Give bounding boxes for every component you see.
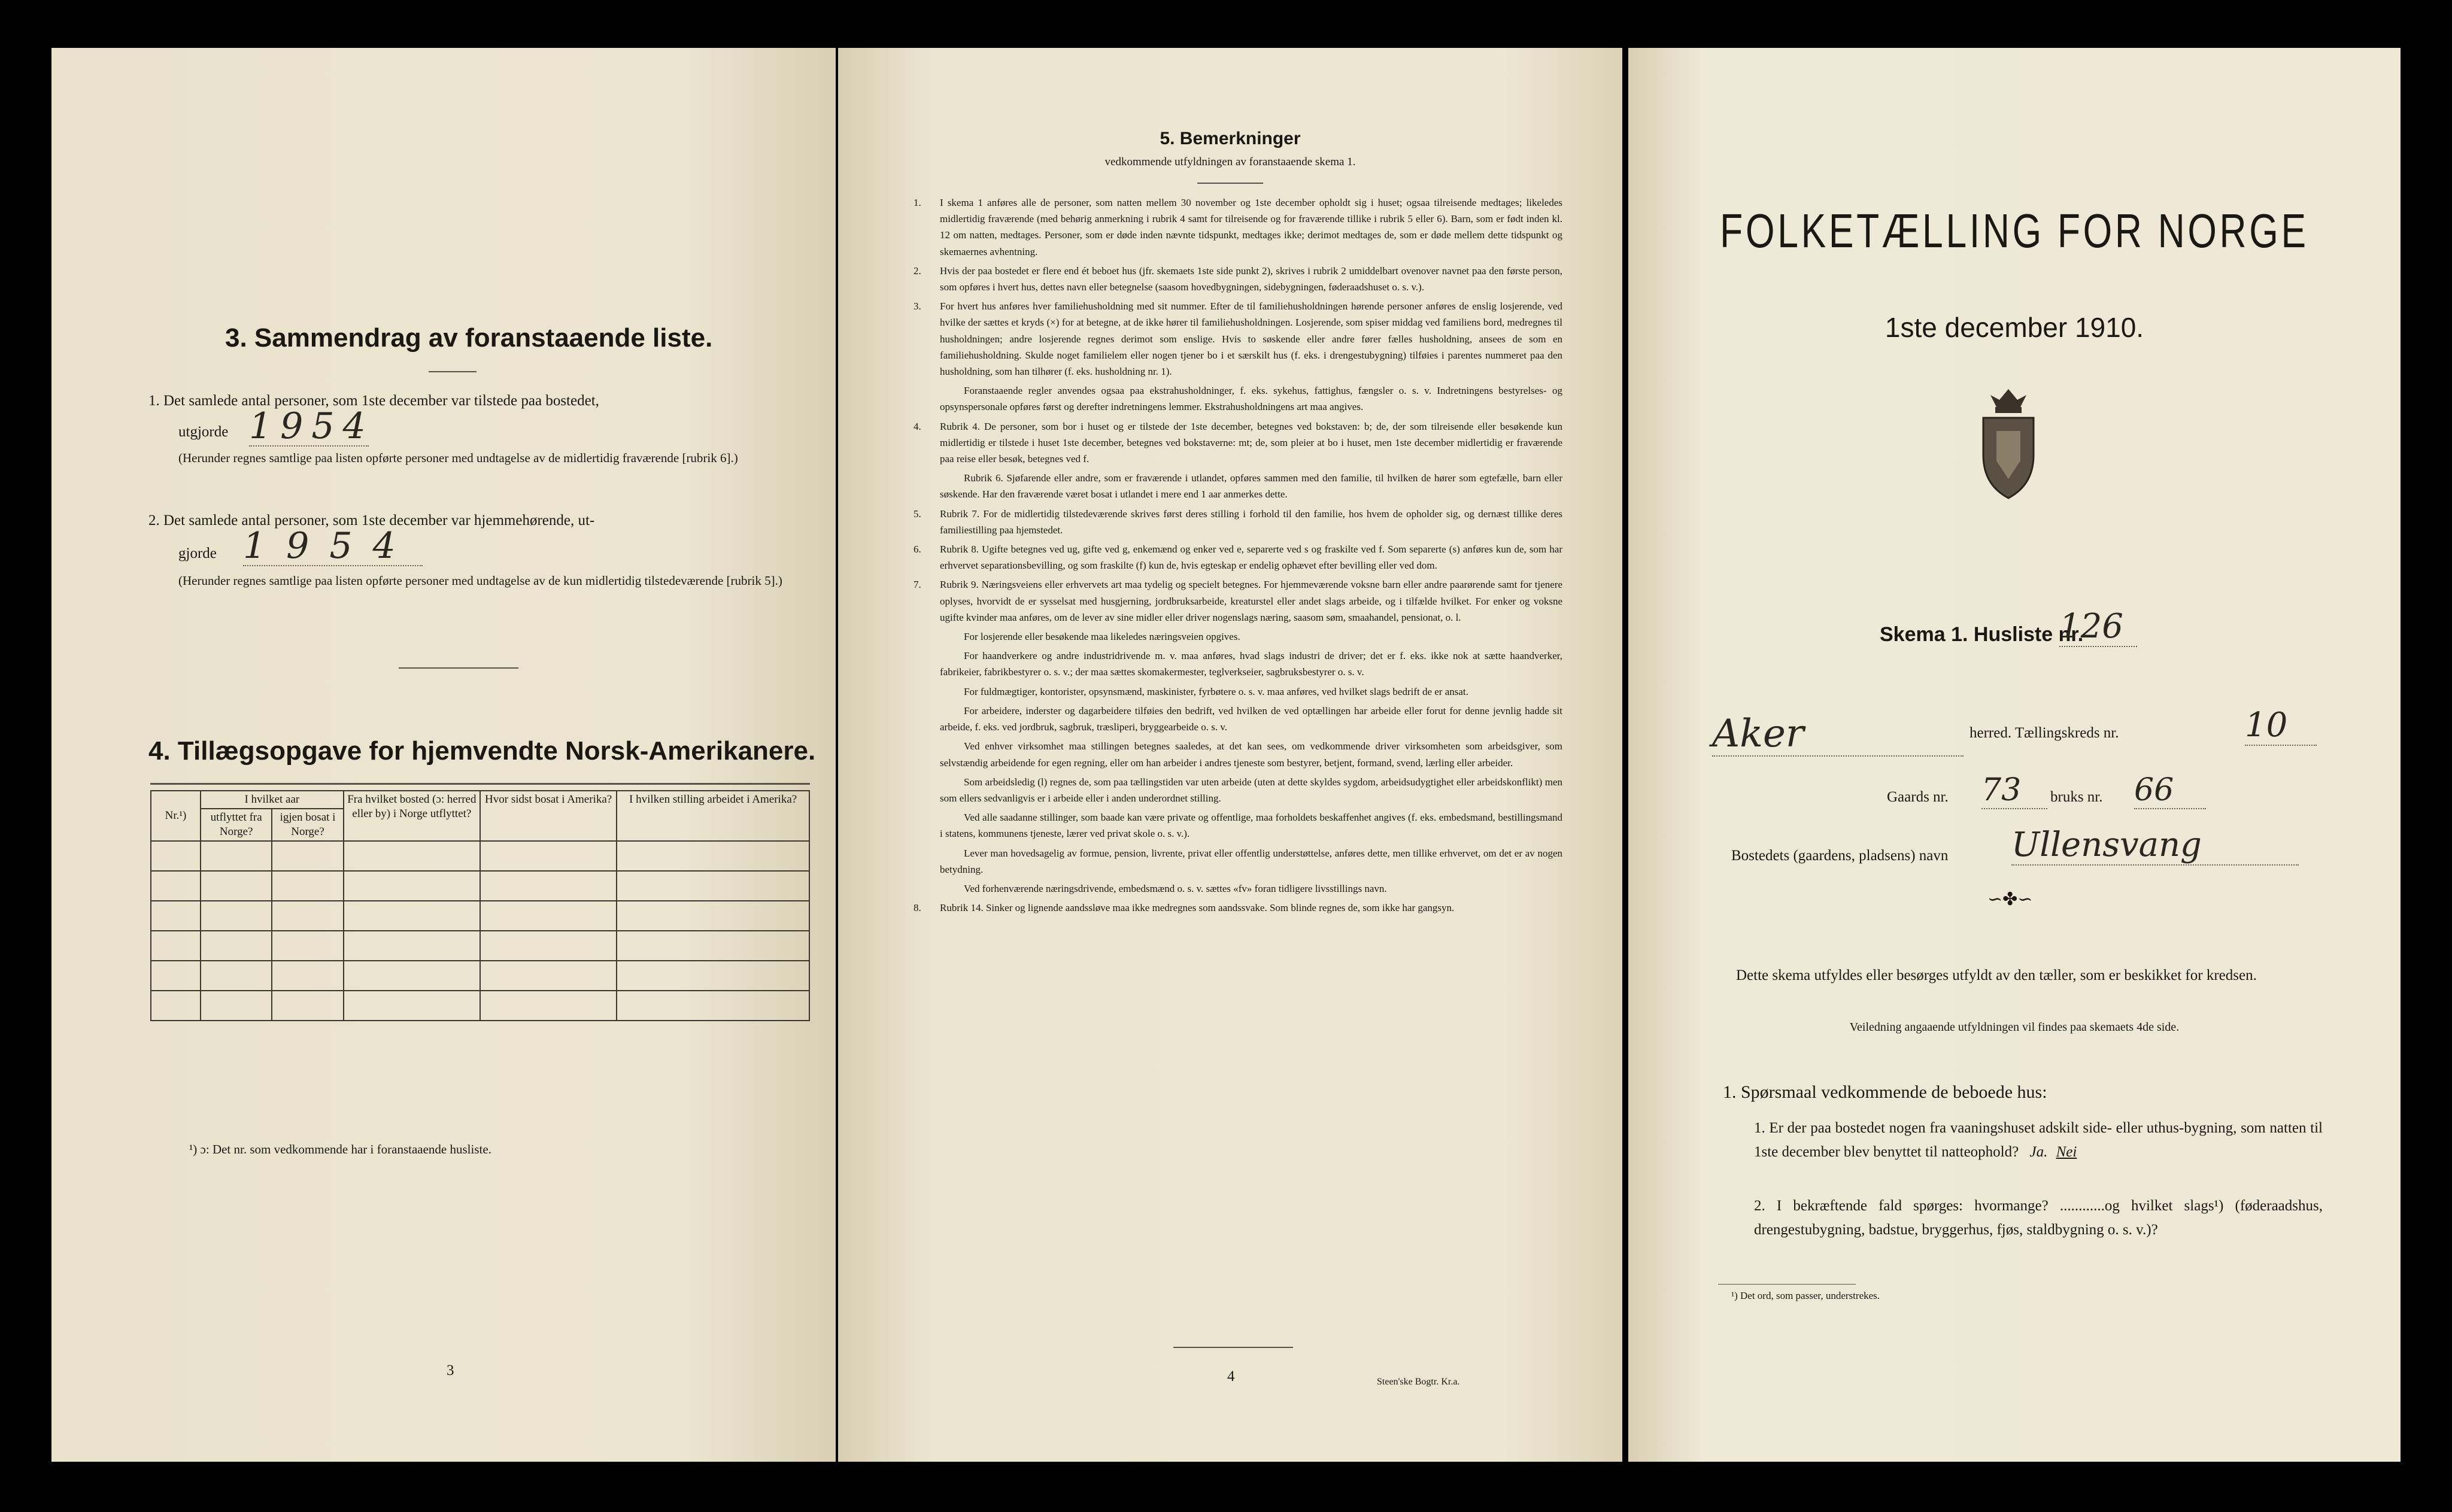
- summary-item-1-value: 1954: [249, 405, 374, 447]
- col-bosted-norge: Fra hvilket bosted (ɔ: herred eller by) i Norge utflyttet?: [344, 791, 480, 841]
- divider: [1173, 1347, 1293, 1348]
- question-2: 2. I bekræftende fald spørges: hvormange? ............og hvilket slags¹) (føderaadshus, drengestubygning, badstue, bryggerhus, fjøs, staldbygning o. s. v.)?: [1754, 1198, 2323, 1238]
- remarks-subtitle: vedkommende utfyldningen av foranstaaende skema 1.: [1104, 156, 1356, 168]
- remark-text: Rubrik 9. Næringsveiens eller erhvervets art maa tydelig og specielt betegnes. For hjemmeværende voksne barn eller andre paarørende samt for tjenere oplyses, hvorvidt de er sysselsat med husgjerning, jordbruksarbeide, kreaturstel eller andet slags arbeide, og i tilfælde hvilket. For enker og voksne ugifte kvinder maa anføres, om de lever av sine midler eller driver nogenslags næring, saasom søm, smaahandel, pensionat, o. l.: [940, 579, 1562, 623]
- divider: [1718, 1284, 1856, 1285]
- col-nr: Nr.¹): [151, 791, 201, 841]
- remark-paragraph: [940, 774, 1562, 806]
- herred-value: Aker: [1712, 712, 1964, 757]
- remark-text: Foranstaaende regler anvendes ogsaa paa ekstrahusholdninger, f. eks. sykehus, fattighus, fængsler o. s. v. Indretningens bestyrelses- og opsynspersonale opføres først og derefter indretningens lemmer. Ekstrahusholdningens art maa angives.: [940, 385, 1562, 413]
- remark-paragraph: [914, 263, 1562, 295]
- remark-paragraph: [914, 576, 1562, 626]
- remark-number: 8.: [914, 902, 921, 914]
- page-4: [838, 48, 1622, 1462]
- answer-ja: Ja.: [2029, 1144, 2048, 1160]
- page-number: 3: [447, 1362, 454, 1379]
- remark-number: 5.: [914, 508, 921, 520]
- remark-text: For arbeidere, inderster og dagarbeidere tilføies den bedrift, ved hvilken de ved optællingen har arbeide eller forut for denne jevnlig hadde sit arbeide, f. eks. ved jordbruk, sagbruk, træsliperi, bryggearbeide o. s. v.: [940, 705, 1562, 733]
- table-row: [151, 841, 809, 871]
- remark-paragraph: [940, 629, 1562, 645]
- bruk-number: 66: [2134, 772, 2206, 809]
- remark-paragraph: [914, 195, 1562, 260]
- col-igjen-bosat: igjen bosat i Norge?: [272, 809, 343, 841]
- remark-paragraph: [914, 541, 1562, 573]
- gaard-label: Gaards nr.: [1887, 789, 1949, 805]
- remark-text: I skema 1 anføres alle de personer, som natten mellem 30 november og 1ste december opholdt sig i huset; ogsaa tilreisende medtages; likeledes midlertidig fraværende (med behørig anmerkning i rubrik 4 samt for tilreisende og for fraværende tillike i rubrik 5 eller 6). Barn, som er født inden kl. 12 om natten, medtages. Personer, som er døde inden nævnte tidspunkt, medtages ikke; derimot medtages de, som er døde mellem dette tidspunkt og skemaernes avhentning.: [940, 197, 1562, 257]
- table-row: [151, 901, 809, 931]
- remarks-list: [914, 195, 1562, 919]
- table-row: [151, 871, 809, 901]
- remark-paragraph: [940, 738, 1562, 770]
- answer-nei: Nei: [2056, 1144, 2077, 1160]
- norsk-amerikanere-table: [150, 790, 810, 1021]
- remark-paragraph: [940, 845, 1562, 878]
- section-3-title: 3. Sammendrag av foranstaaende liste.: [225, 323, 713, 353]
- cover-date: 1ste december 1910.: [1884, 312, 2144, 343]
- divider: [1197, 183, 1263, 184]
- remark-paragraph: [940, 382, 1562, 415]
- remark-text: For haandverkere og andre industridrivende m. v. maa anføres, hvad slags industri de driver; det er f. eks. ikke nok at sætte haandverker, fabrikeier, fabrikbestyrer o. s. v.; der maa sættes skomakermester, teglverkseier, sagbruksbestyrer o. s. v.: [940, 650, 1562, 678]
- cover-veiledning: Veiledning angaaende utfyldningen vil findes paa skemaets 4de side.: [1849, 1021, 2180, 1034]
- remark-number: 7.: [914, 579, 921, 591]
- divider: [399, 667, 518, 669]
- remark-number: 2.: [914, 265, 921, 277]
- cover-page: [1628, 48, 2401, 1462]
- cover-instruction: Dette skema utfyldes eller besørges utfyldt av den tæller, som er beskikket for kredsen.: [1736, 967, 2257, 983]
- remark-number: 4.: [914, 420, 921, 432]
- remark-paragraph: [940, 684, 1562, 700]
- remark-paragraph: [940, 809, 1562, 842]
- remark-text: Rubrik 4. De personer, som bor i huset og er tilstede der 1ste december, betegnes ved bokstaven: b; de, der som tilreisende eller besøkende kun midlertidig er tilstede i huset 1ste december, betegnes ved bokstaverne: mt; de, som pleier at bo i huset, men 1ste december midlertidig er fraværende paa reise eller besøk, betegnes ved f.: [940, 420, 1562, 465]
- cover-footnote: ¹) Det ord, som passer, understrekes.: [1731, 1290, 1880, 1301]
- remark-paragraph: [914, 506, 1562, 538]
- husliste-number: 126: [2059, 608, 2137, 647]
- summary-item-1-note: (Herunder regnes samtlige paa listen opførte personer med undtagelse av de midlertidig fraværende [rubrik 6].): [178, 451, 738, 465]
- ornament-icon: ∽✤∽: [1987, 889, 2033, 909]
- remark-number: 6.: [914, 544, 921, 555]
- table-row: [151, 931, 809, 961]
- table-row: [151, 961, 809, 991]
- bosted-label: Bostedets (gaardens, pladsens) navn: [1731, 848, 1949, 864]
- remark-paragraph: [940, 881, 1562, 897]
- taellingskreds-number: 10: [2245, 706, 2317, 746]
- remark-paragraph: [914, 418, 1562, 467]
- summary-item-2: 2. Det samlede antal personer, som 1ste december var hjemmehørende, ut-: [148, 512, 595, 529]
- divider: [150, 783, 810, 785]
- summary-item-2-prefix: gjorde: [178, 545, 217, 561]
- bosted-value: Ullensvang: [2011, 826, 2299, 866]
- page-3: [51, 48, 836, 1462]
- gaard-number: 73: [1981, 772, 2047, 809]
- remark-paragraph: [940, 470, 1562, 502]
- remark-text: Rubrik 6. Sjøfarende eller andre, som er fraværende i utlandet, opføres sammen med den familie, til hvilken de hører som egtefælle, barn eller søskende. Har den fraværende været bosat i utlandet i mere end 1 aar anmerkes dette.: [940, 472, 1562, 500]
- table-row: [151, 991, 809, 1021]
- page-number: 4: [1227, 1368, 1235, 1385]
- bruk-label: bruks nr.: [2050, 789, 2103, 805]
- section-4-title: 4. Tillægsopgave for hjemvendte Norsk-Amerikanere.: [148, 736, 816, 766]
- remarks-title: 5. Bemerkninger: [1160, 129, 1301, 148]
- remark-text: Rubrik 7. For de midlertidig tilstedeværende skrives først deres stilling i forhold til den familie, hos hvem de opholder sig, og dernæst tillike deres familiestilling paa hjemstedet.: [940, 508, 1562, 536]
- summary-item-2-value: 1954: [243, 527, 423, 566]
- remark-text: For hvert hus anføres hver familiehusholdning med sit nummer. Efter de til familiehusholdningen hørende personer anføres de enslig losjerende, ved hvilke der sættes et kryds (×) for at betegne, at de ikke hører til familiehusholdningen. Losjerende, som spiser middag ved familiens bord, medregnes til husholdningen; andre losjerende regnes derimot som enslige. Hvis to søskende eller andre fører fælles husholdning, ansees de som en familiehusholdning. Skulde noget familielem eller nogen tjener bo i et særskilt hus (f. eks. i drengestubygning) tilføies i parentes nummeret paa den husholdning, som han tilhører (f. eks. husholdning nr. 1).: [940, 300, 1562, 378]
- question-1: [1754, 1116, 2323, 1164]
- printer-mark: Steen'ske Bogtr. Kr.a.: [1377, 1377, 1460, 1387]
- remark-text: Lever man hovedsagelig av formue, pension, livrente, privat eller offentlig understøttelse, anføres dette, men tillike erhvervet, om det er av nogen betydning.: [940, 847, 1562, 875]
- col-utflyttet: utflyttet fra Norge?: [201, 809, 272, 841]
- summary-item-1-prefix: utgjorde: [178, 424, 229, 440]
- remark-text: For losjerende eller besøkende maa likeledes næringsveien opgives.: [964, 631, 1240, 643]
- remark-number: 1.: [914, 197, 921, 208]
- summary-item-1: 1. Det samlede antal personer, som 1ste december var tilstede paa bostedet,: [148, 393, 599, 409]
- remark-text: Som arbeidsledig (l) regnes de, som paa tællingstiden var uten arbeide (uten at dette skyldes sygdom, arbeidsudygtighet eller arbeidskonflikt) men som ellers sedvanligvis er i arbeide eller i anden underordnet stilling.: [940, 776, 1562, 804]
- remark-paragraph: [940, 703, 1562, 735]
- col-aar: I hvilket aar: [201, 791, 344, 809]
- remark-text: Rubrik 8. Ugifte betegnes ved ug, gifte ved g, enkemænd og enker ved e, separerte ved s og fraskilte ved f. Som separerte (s) anføres kun de, som har erhvervet separationsbevilling, og som fraskilte (f) kun de, hvis egteskap er endelig ophævet efter bevilling eller ved dom.: [940, 544, 1562, 572]
- summary-item-2-note: (Herunder regnes samtlige paa listen opførte personer med undtagelse av de kun midlertidig tilstedeværende [rubrik 5].): [178, 573, 782, 588]
- divider: [429, 371, 477, 372]
- remark-text: Hvis der paa bostedet er flere end ét beboet hus (jfr. skemaets 1ste side punkt 2), skrives i rubrik 2 umiddelbart ovenover navnet paa den første person, som opføres i hvert hus, dettes navn eller betegnelse (saasom hovedbygningen, sidebygningen, føderaadshuset o. s. v.).: [940, 265, 1562, 293]
- question-title: 1. Spørsmaal vedkommende de beboede hus:: [1723, 1082, 2047, 1102]
- remark-text: For fuldmægtiger, kontorister, opsynsmænd, maskinister, fyrbøtere o. s. v. maa anføres, ved hvilket slags bedrift de er ansat.: [964, 685, 1468, 697]
- question-1-text: 1. Er der paa bostedet nogen fra vaaningshuset adskilt side- eller uthus-bygning, som natten til 1ste december blev benyttet til natteophold?: [1754, 1120, 2323, 1160]
- skema-label: Skema 1. Husliste nr.: [1880, 623, 2084, 646]
- herred-label: herred. Tællingskreds nr.: [1970, 725, 2119, 741]
- col-stilling-amerika: I hvilken stilling arbeidet i Amerika?: [617, 791, 809, 841]
- remark-text: Rubrik 14. Sinker og lignende aandssløve maa ikke medregnes som aandssvake. Som blinde regnes de, som ikke har gangsyn.: [940, 902, 1455, 914]
- remark-number: 3.: [914, 300, 921, 312]
- remark-paragraph: [914, 298, 1562, 379]
- remark-paragraph: [914, 900, 1562, 916]
- cover-title: FOLKETÆLLING FOR NORGE: [1720, 204, 2309, 257]
- table-footnote: ¹) ɔ: Det nr. som vedkommende har i foranstaaende husliste.: [189, 1142, 491, 1156]
- coat-of-arms-icon: [1972, 383, 2044, 503]
- remark-text: Ved alle saadanne stillinger, som baade kan være private og offentlige, maa forholdets beskaffenhet angives (f. eks. embedsmand, bestillingsmand i statens, kommunens tjeneste, lærer ved privat skole o. s. v.).: [940, 812, 1562, 840]
- remark-paragraph: [940, 648, 1562, 680]
- remark-text: Ved enhver virksomhet maa stillingen betegnes saaledes, at det kan sees, om vedkommende driver virksomheten som arbeidsgiver, som selvstændig arbeidende for egen regning, eller om han arbeider i andres tjeneste som bestyrer, betjent, formand, svend, lærling eller arbeider.: [940, 740, 1562, 769]
- col-bosat-amerika: Hvor sidst bosat i Amerika?: [480, 791, 617, 841]
- remark-text: Ved forhenværende næringsdrivende, embedsmænd o. s. v. sættes «fv» foran tidligere livsstillings navn.: [964, 882, 1387, 894]
